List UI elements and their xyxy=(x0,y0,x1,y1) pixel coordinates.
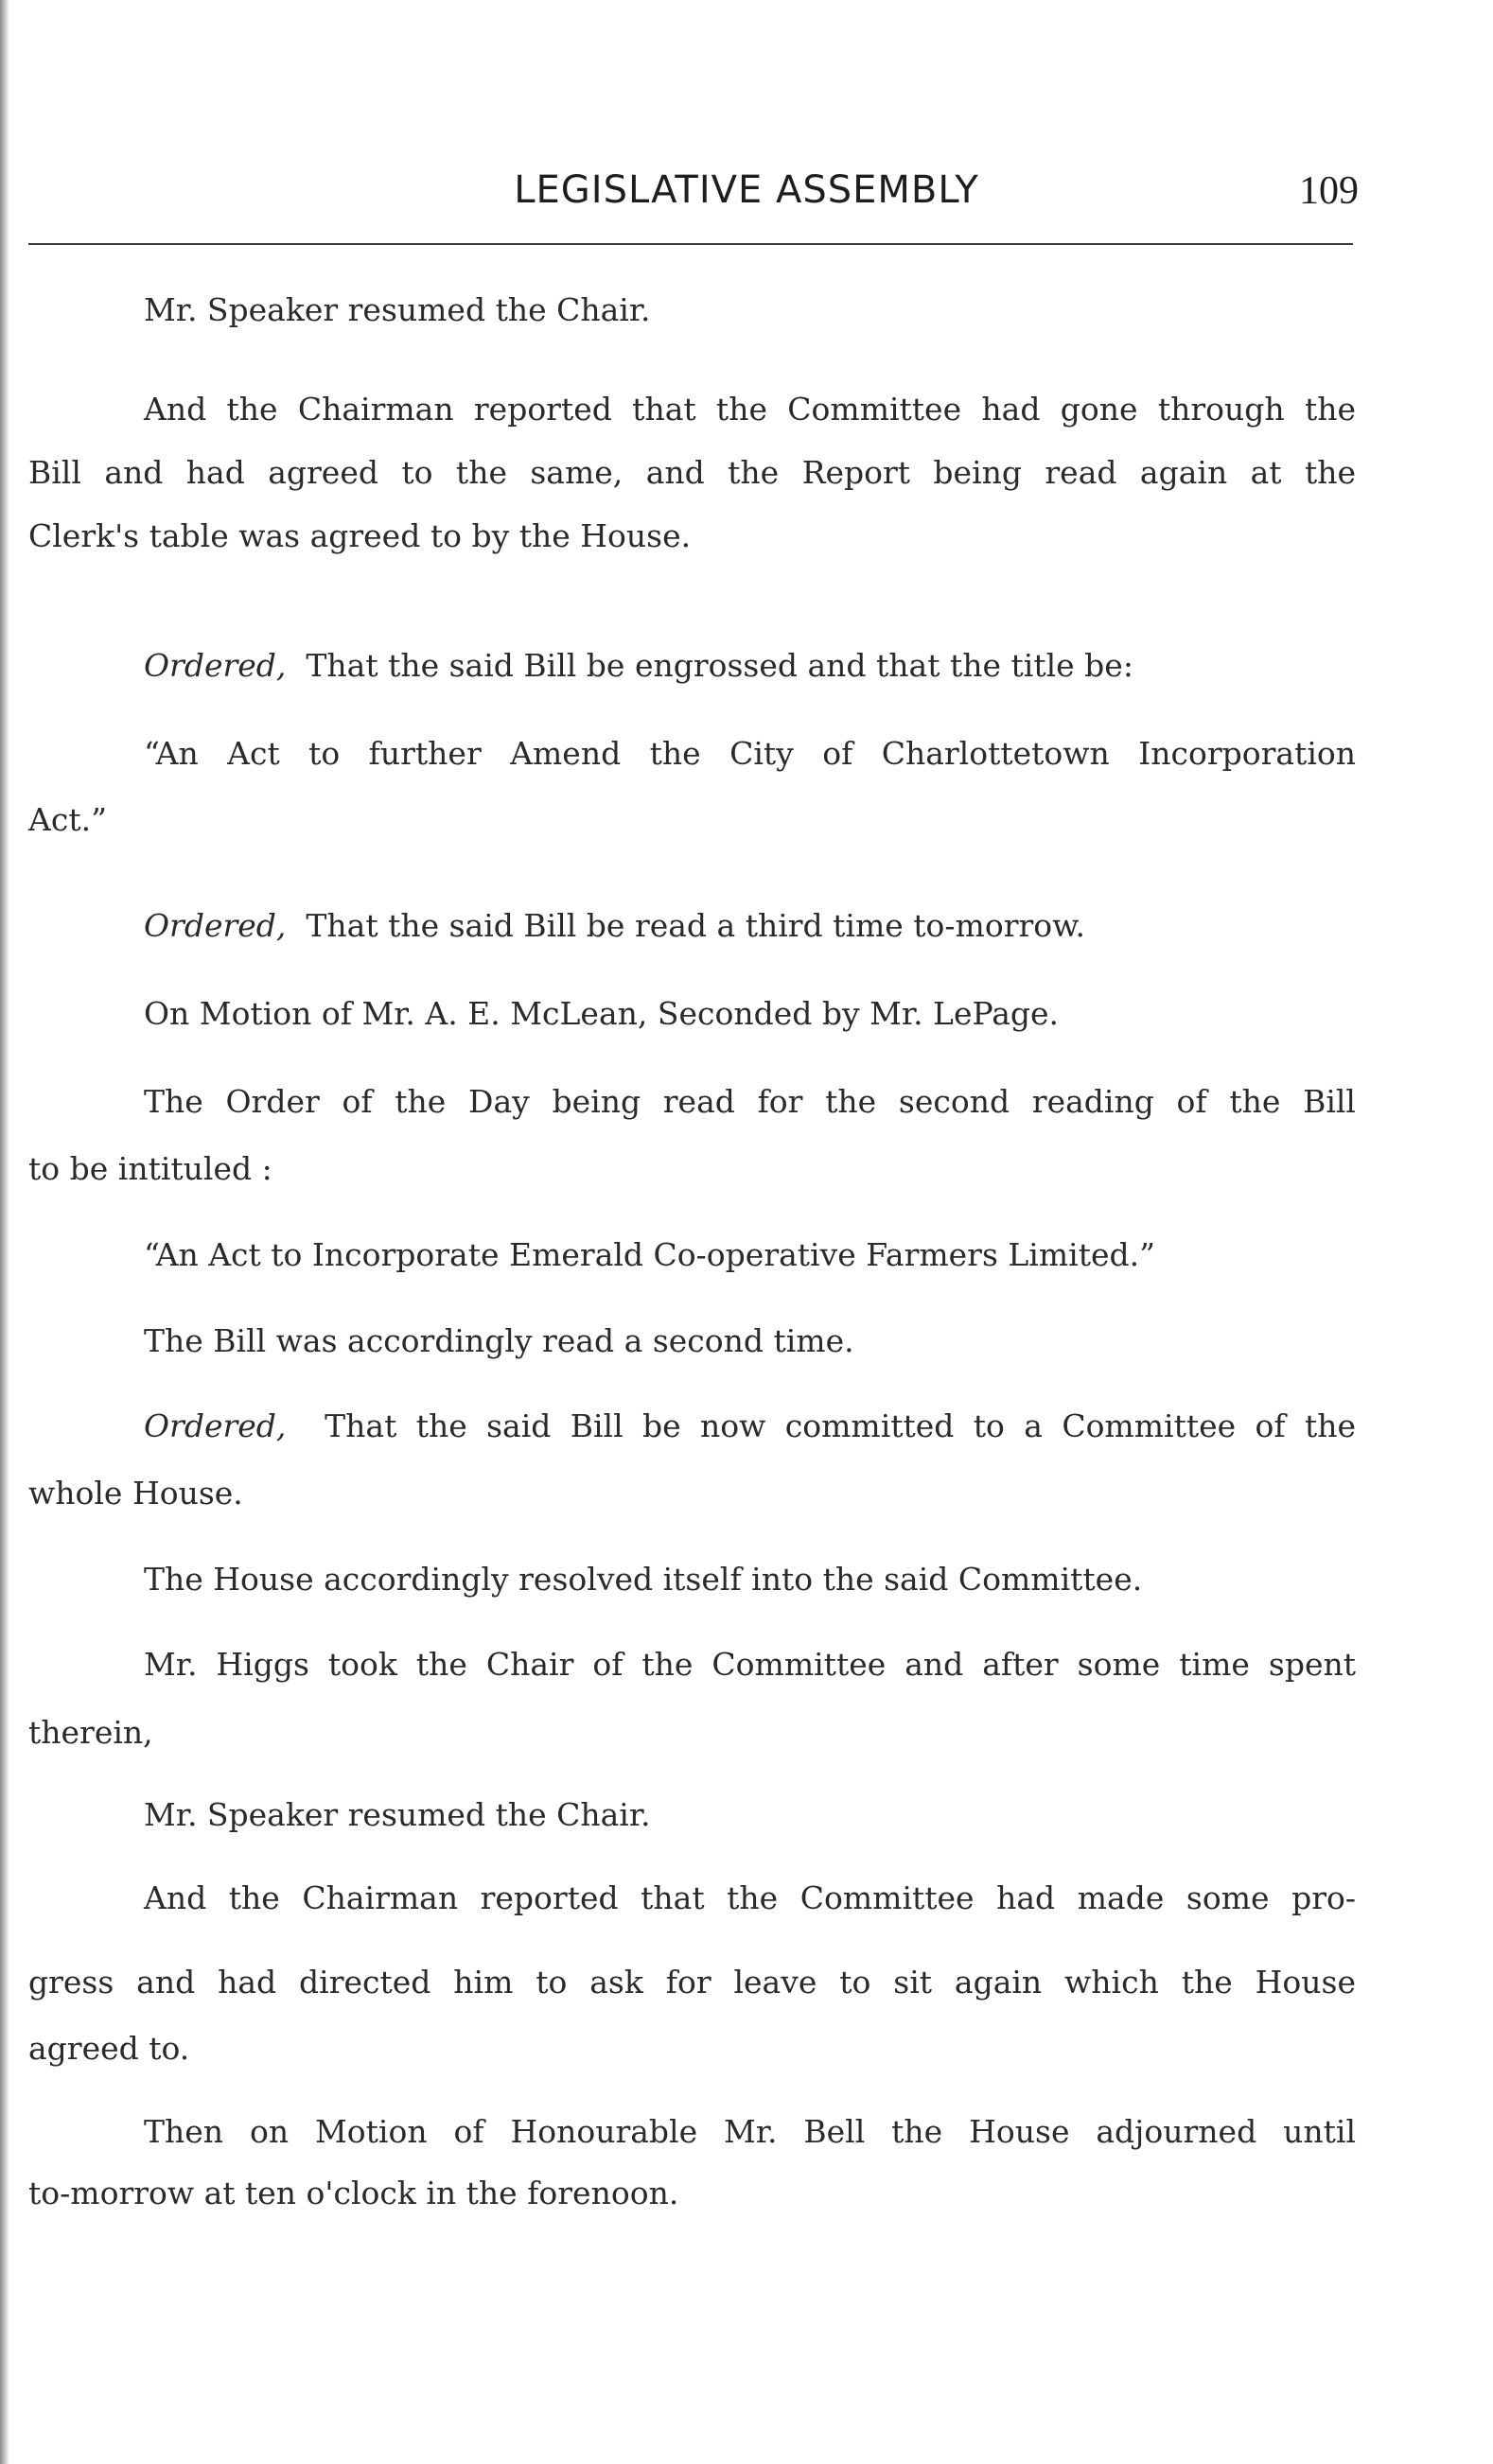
text-line: to be intituled : xyxy=(28,1150,272,1187)
text-line: “An Act to further Amend the City of Charlottetown Incorporation xyxy=(144,735,1356,772)
text-line: Bill and had agreed to the same, and the Report being read again at the xyxy=(28,454,1356,491)
text-line: Act.” xyxy=(28,801,107,838)
text-line: The Bill was accordingly read a second time. xyxy=(144,1322,854,1359)
text-line: “An Act to Incorporate Emerald Co-operative Farmers Limited.” xyxy=(144,1236,1155,1273)
text-line: The House accordingly resolved itself into the said Committee. xyxy=(144,1561,1143,1598)
text-line: Then on Motion of Honourable Mr. Bell the House adjourned until xyxy=(144,2113,1356,2150)
text-line: Clerk's table was agreed to by the House. xyxy=(28,517,692,554)
ordered-text: That the said Bill be read a third time to-morrow. xyxy=(306,907,1085,944)
text-line: Mr. Speaker resumed the Chair. xyxy=(144,291,651,328)
text-line xyxy=(144,645,1133,687)
text-line: therein, xyxy=(28,1714,153,1751)
text-line: Mr. Higgs took the Chair of the Committee and after some time spent xyxy=(144,1646,1356,1683)
ordered-text: That the said Bill be engrossed and that the title be: xyxy=(306,647,1133,684)
page-edge-shadow xyxy=(0,0,9,2464)
page-number: 109 xyxy=(1299,169,1359,213)
ordered-lead: Ordered, xyxy=(144,907,287,944)
running-title: LEGISLATIVE ASSEMBLY xyxy=(514,168,979,212)
text-line: gress and had directed him to ask for leave to sit again which the House xyxy=(28,1964,1356,2001)
text-line: Mr. Speaker resumed the Chair. xyxy=(144,1796,651,1833)
text-line xyxy=(144,1406,1356,1447)
text-line: to-morrow at ten o'clock in the forenoon. xyxy=(28,2175,679,2211)
ordered-lead: Ordered, xyxy=(144,1407,287,1444)
text-line: And the Chairman reported that the Committee had made some pro- xyxy=(144,1879,1356,1916)
text-line xyxy=(144,905,1085,947)
text-line: On Motion of Mr. A. E. McLean, Seconded by Mr. LePage. xyxy=(144,995,1060,1032)
text-line: And the Chairman reported that the Committee had gone through the xyxy=(144,391,1356,428)
text-line: whole House. xyxy=(28,1475,243,1512)
header-rule xyxy=(28,243,1353,245)
ordered-text: That the said Bill be now committed to a Committee of the xyxy=(325,1407,1356,1444)
text-line: The Order of the Day being read for the second reading of the Bill xyxy=(144,1083,1356,1120)
ordered-lead: Ordered, xyxy=(144,647,287,684)
text-line: agreed to. xyxy=(28,2030,190,2067)
